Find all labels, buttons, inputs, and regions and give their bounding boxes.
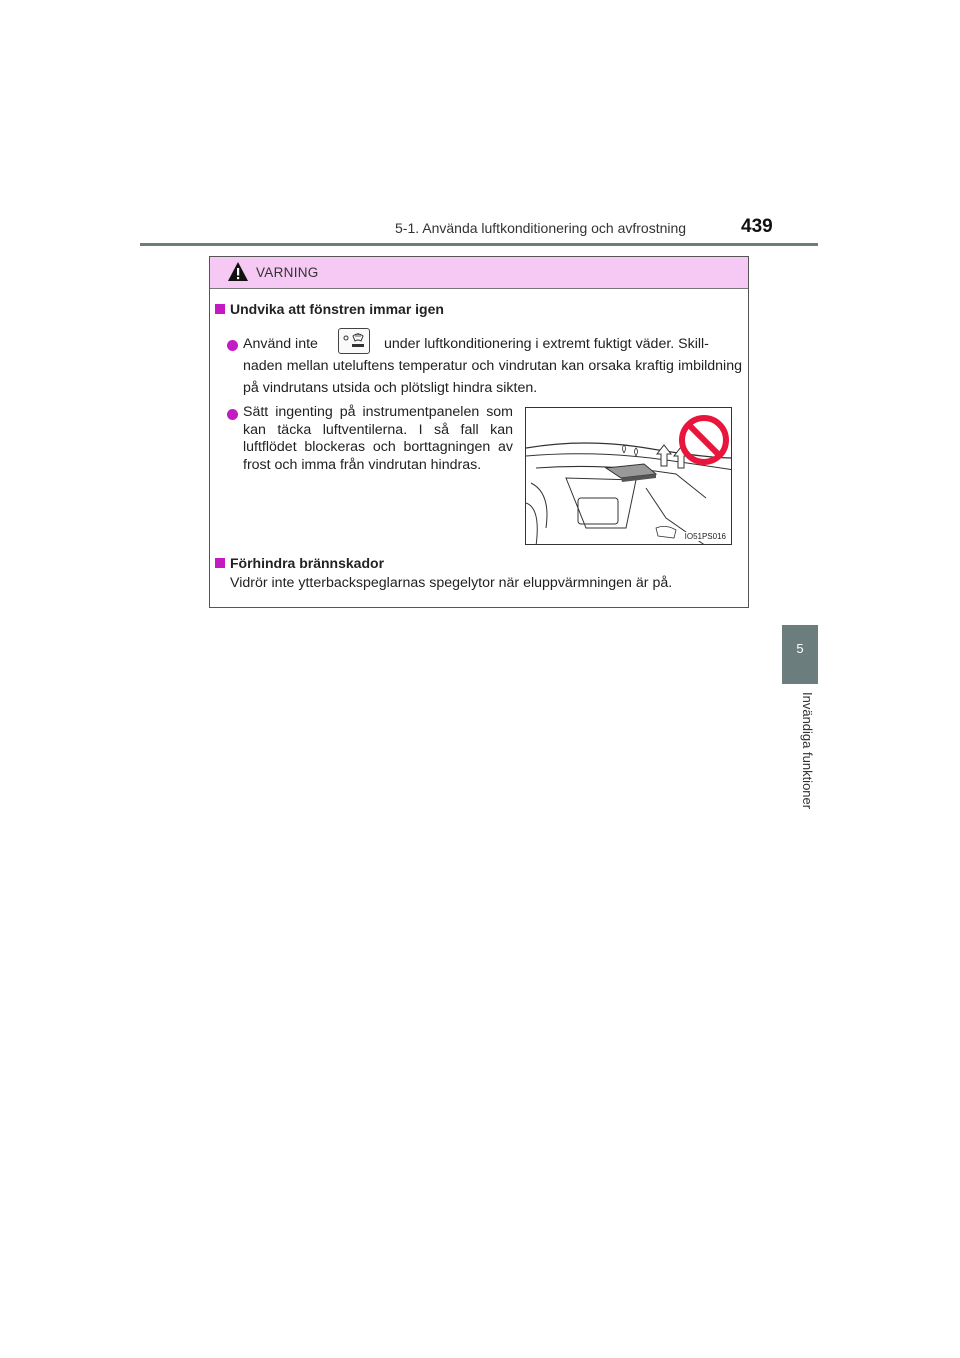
burns-text: Vidrör inte ytterbackspeglarnas spegelytor när eluppvärmningen är på. bbox=[230, 575, 673, 591]
section-heading-fog bbox=[215, 301, 444, 317]
section-heading-text: Undvika att fönstren immar igen bbox=[230, 301, 444, 317]
bullet-text-after-icon: naden mellan uteluftens temperatur och vindrutan kan orsaka kraftig imbildning på vindrutans utsida och plötsligt hindra sikten. bbox=[243, 358, 742, 396]
warning-triangle-icon bbox=[227, 261, 249, 282]
dashboard-illustration bbox=[525, 407, 732, 545]
bullet-text-vents: Sätt ingenting på instrumentpanelen som kan täcka luftventilerna. I så fall kan luftflödet blockeras och borttagningen av frost och imma från vindrutan hindras. bbox=[243, 404, 513, 473]
page-number: 439 bbox=[741, 216, 773, 237]
chapter-tab: 5 bbox=[782, 625, 818, 684]
bullet-text-before-icon: Använd inte bbox=[243, 336, 318, 352]
bullet-text-after-icon-line: under luftkonditionering i extremt fuktigt väder. Skill- bbox=[384, 336, 709, 352]
round-bullet-icon bbox=[227, 340, 238, 351]
warning-title: VARNING bbox=[256, 265, 319, 280]
header-rule bbox=[140, 243, 818, 246]
section-title: 5-1. Använda luftkonditionering och avfrostning bbox=[395, 220, 687, 236]
front-defroster-button-icon bbox=[338, 328, 370, 354]
section-heading-text: Förhindra brännskador bbox=[230, 555, 385, 571]
square-bullet-icon bbox=[215, 304, 225, 314]
prohibited-sign-icon bbox=[678, 414, 730, 466]
warning-header bbox=[210, 257, 748, 289]
round-bullet-icon bbox=[227, 409, 238, 420]
section-heading-burns bbox=[215, 555, 384, 571]
square-bullet-icon bbox=[215, 558, 225, 568]
chapter-label: Invändiga funktioner bbox=[800, 692, 815, 810]
illustration-code: IO51PS016 bbox=[684, 532, 726, 541]
